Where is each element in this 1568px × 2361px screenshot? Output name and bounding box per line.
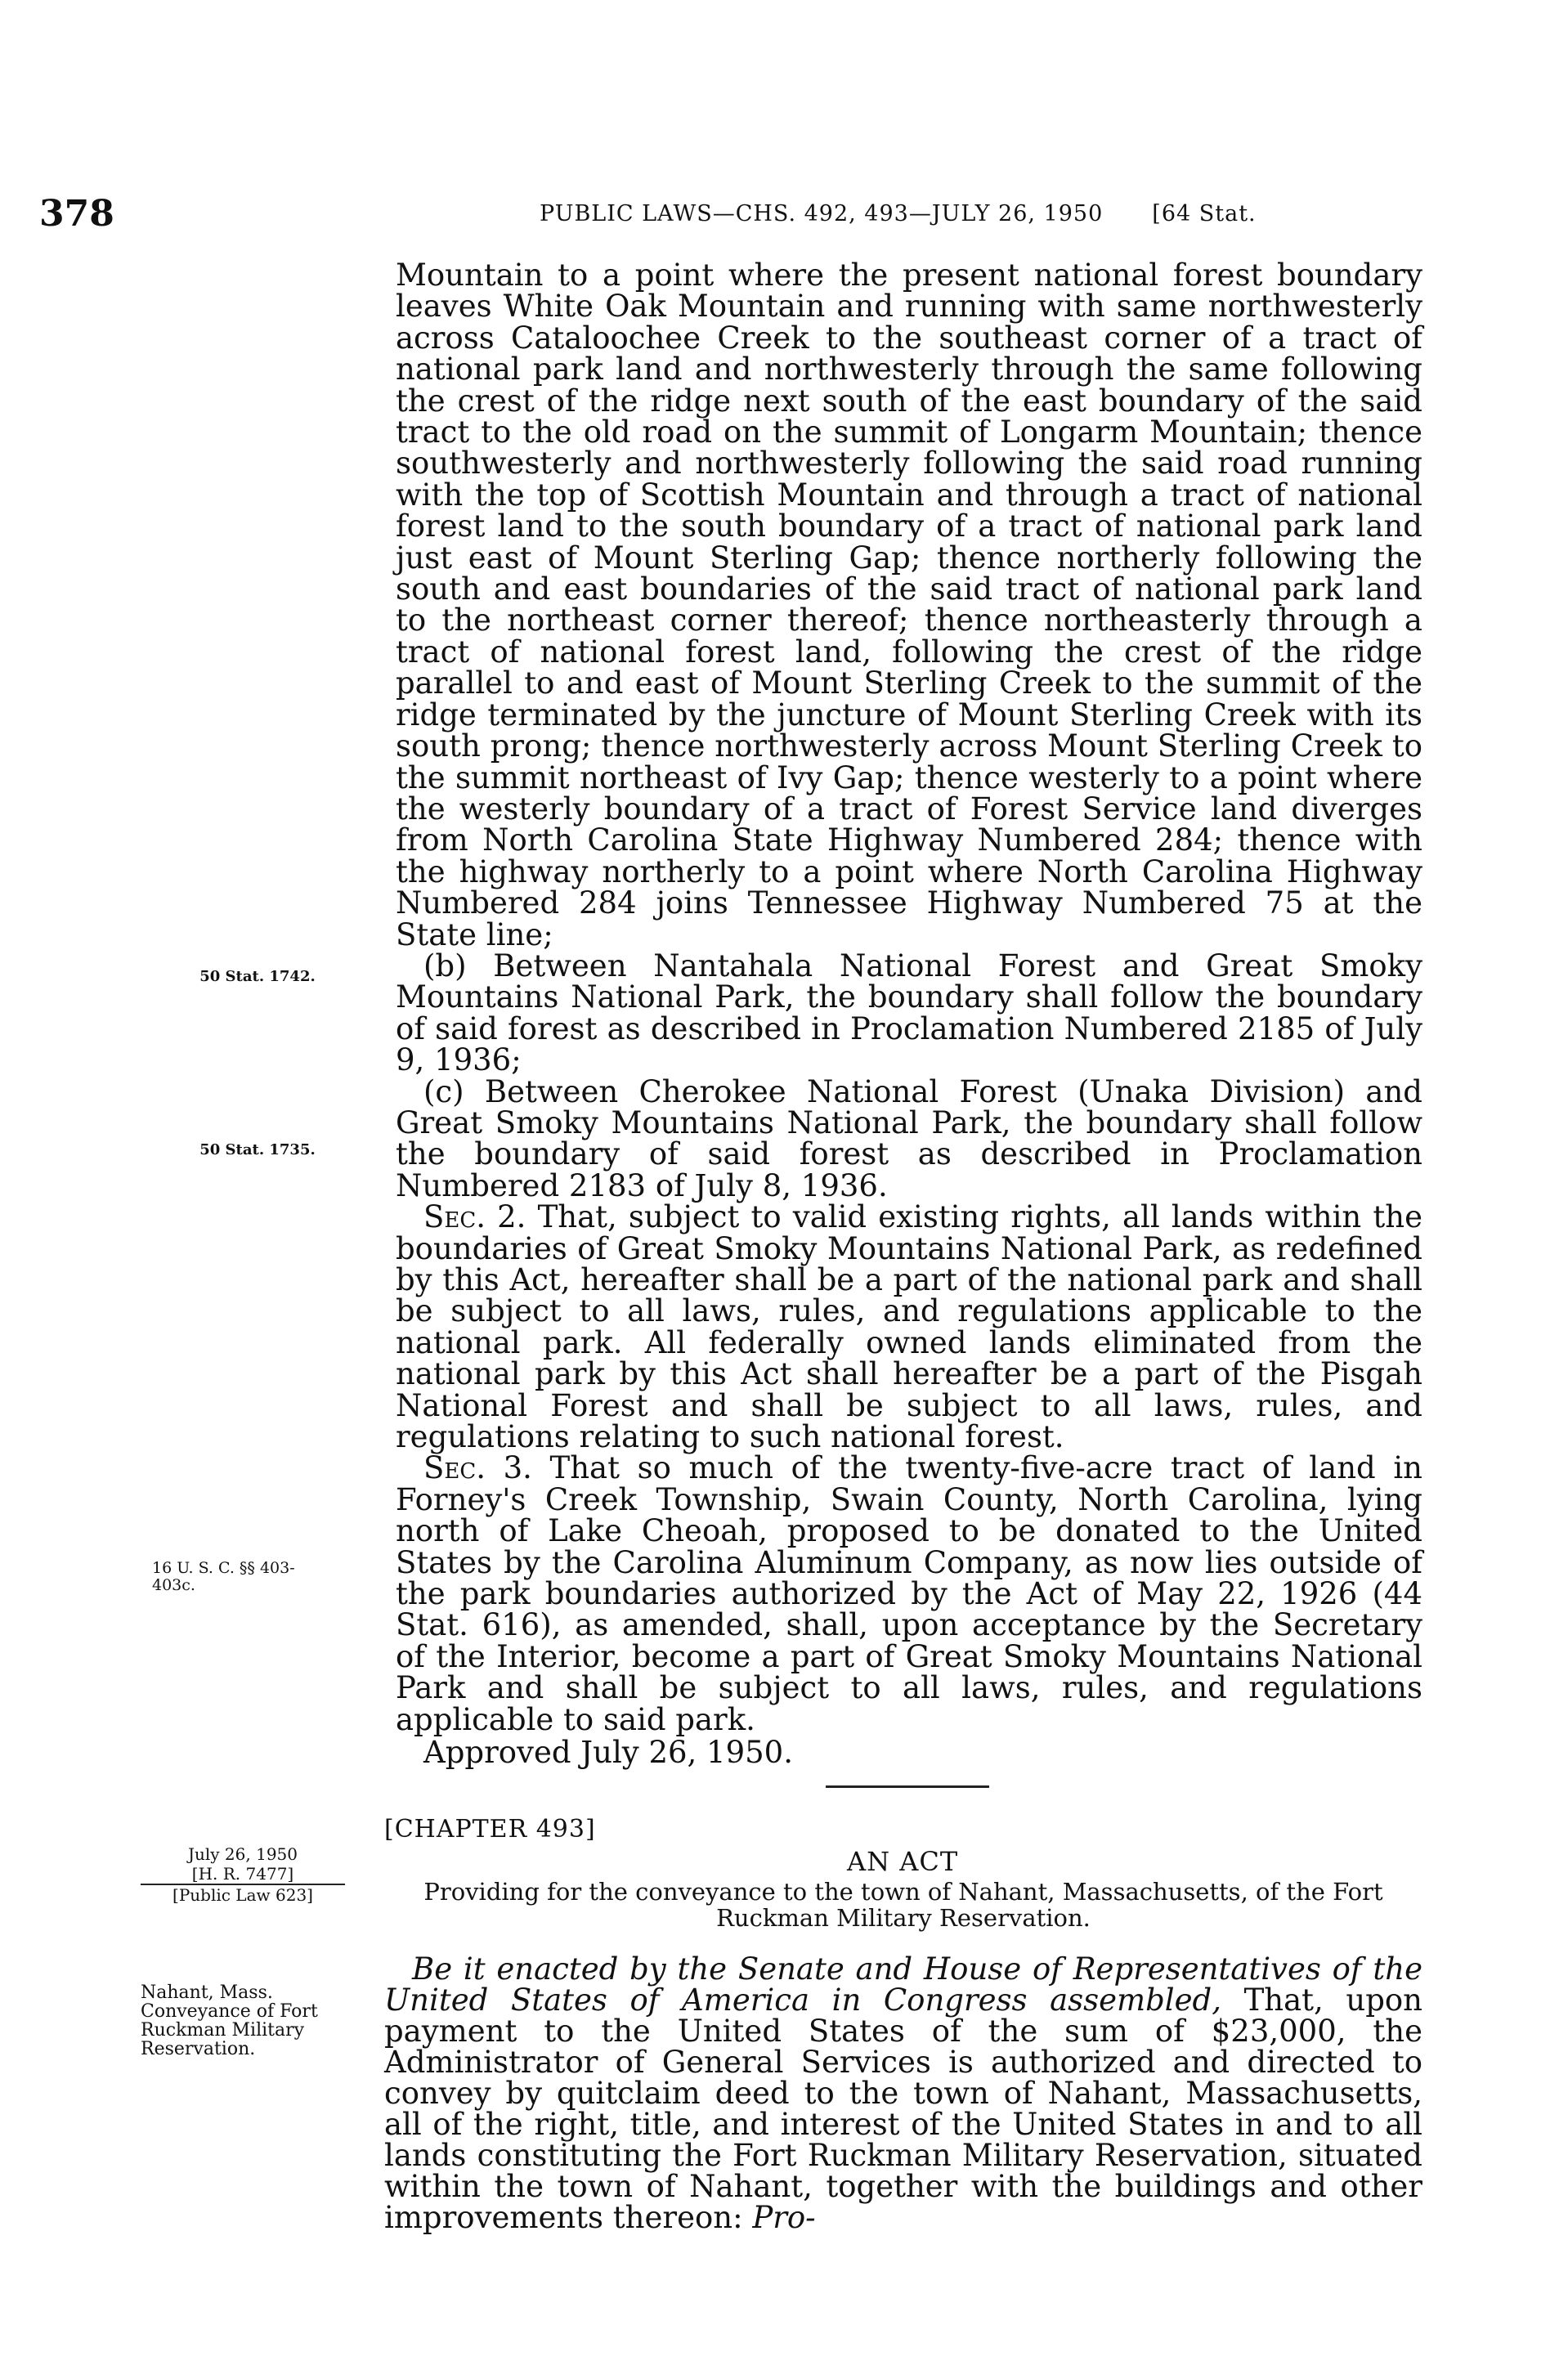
boundary-description-paragraph: Mountain to a point where the present national forest boundary leaves White Oak Mountain and running with same northwesterly across Cataloochee Creek to the southeast corner of a tract of national park land and northwesterly through the same following the crest of the ridge next south of the east boundary of the said tract to the old road on the summit of Longarm Mountain; thence southwesterly and northwesterly following the said road running with the top of Scottish Mountain and through a tract of national forest land to the south boundary of a tract of national park land just east of Mount Sterling Gap; thence northerly following the south and east boundaries of the said tract of national park land to the northeast corner thereof; thence northeasterly through a tract of national forest land, following the crest of the ridge parallel to and east of Mount Sterling Creek to the summit of the ridge terminated by the juncture of Mount Sterling Creek with its south prong; thence northwesterly across Mount Sterling Creek to the summit northeast of Ivy Gap; thence westerly to a point where the westerly boundary of a tract of Forest Service land diverges from North Carolina State Highway Numbered 284; thence with the highway northerly to a point where North Carolina Highway Numbered 284 joins Tennessee Highway Numbered 75 at the State line; xyxy=(396,258,1422,952)
section-2 xyxy=(396,1199,1422,1455)
main-text-column xyxy=(396,260,1422,1769)
section-3-label: Sec. 3. xyxy=(423,1450,532,1486)
section-3 xyxy=(396,1450,1422,1737)
chapter-divider xyxy=(826,1785,989,1788)
sidenote-public-law: [Public Law 623] xyxy=(172,1885,313,1905)
subject-sidenote xyxy=(141,1983,361,2059)
approval-date: Approved July 26, 1950. xyxy=(423,1735,793,1771)
subject-note-line: Nahant, Mass. xyxy=(141,1982,273,2003)
subject-note-line: Reservation. xyxy=(141,2039,256,2059)
page-number: 378 xyxy=(39,193,114,235)
margin-note-usc xyxy=(152,1560,373,1594)
margin-note-usc-line2: 403c. xyxy=(152,1576,195,1594)
running-head-title: PUBLIC LAWS—CHS. 492, 493—JULY 26, 1950 xyxy=(540,201,1104,226)
margin-note-usc-line1: 16 U. S. C. §§ 403- xyxy=(152,1559,295,1577)
margin-note-stat-1735: 50 Stat. 1735. xyxy=(199,1141,316,1158)
enacting-section xyxy=(384,1951,1422,2235)
paragraph-b: (b) Between Nantahala National Forest and Great Smoky Mountains National Park, the boundary shall follow the boundary of said forest as described in Proclamation Numbered 2185 of July 9, 1936; xyxy=(396,948,1422,1078)
an-act-title: AN ACT xyxy=(847,1846,959,1877)
enacting-text: That, upon payment to the United States of the sum of $23,000, the Administrator of General Services is authorized and directed to convey by quitclaim deed to the town of Nahant, Massachusetts, all of the right, title, and interest of the United States in and to all lands constituting the Fort Ruckman Military Reservation, situated within the town of Nahant, together with the buildings and other improvements thereon: xyxy=(384,1982,1422,2235)
enactment-sidenote xyxy=(141,1844,345,1905)
proviso-start: Pro- xyxy=(752,2200,816,2235)
section-3-text: That so much of the twenty-five-acre tract of land in Forney's Creek Township, Swain County, North Carolina, lying north of Lake Cheoah, proposed to be donated to the United States by the Carolina Aluminum Company, as now lies outside of the park boundaries authorized by the Act of May 22, 1926 (44 Stat. 616), as amended, shall, upon acceptance by the Secretary of the Interior, become a part of Great Smoky Mountains National Park and shall be subject to all laws, rules, and regulations applicable to said park. xyxy=(396,1450,1422,1737)
margin-note-stat-1742: 50 Stat. 1742. xyxy=(199,968,316,985)
enacting-clause: Be it enacted by the Senate and House of Representatives of the United States of America in Congress assembled, xyxy=(384,1951,1422,2018)
section-2-text: That, subject to valid existing rights, all lands within the boundaries of Great Smoky Mountains National Park, as redefined by this Act, hereafter shall be a part of the national park and shall be subject to all laws, rules, and regulations applicable to the national park. All federally owned lands eliminated from the national park by this Act shall hereafter be a part of the Pisgah National Forest and shall be subject to all laws, rules, and regulations relating to such national forest. xyxy=(396,1199,1422,1455)
paragraph-c: (c) Between Cherokee National Forest (Unaka Division) and Great Smoky Mountains National Park, the boundary shall follow the boundary of said forest as described in Proclamation Numbered 2183 of July 8, 1936. xyxy=(396,1073,1422,1203)
subject-note-line: Conveyance of Fort xyxy=(141,2001,318,2022)
section-2-label: Sec. 2. xyxy=(423,1199,526,1235)
chapter-heading: [CHAPTER 493] xyxy=(384,1815,596,1844)
running-head xyxy=(540,201,1257,226)
sidenote-bill-number: [H. R. 7477] xyxy=(191,1864,294,1884)
volume-reference: [64 Stat. xyxy=(1152,201,1257,226)
act-purpose: Providing for the conveyance to the town of Nahant, Massachusetts, of the Fort Ruckman Military Reservation. xyxy=(423,1878,1383,1932)
subject-note-line: Ruckman Military xyxy=(141,2020,305,2041)
sidenote-date: July 26, 1950 xyxy=(187,1844,298,1864)
